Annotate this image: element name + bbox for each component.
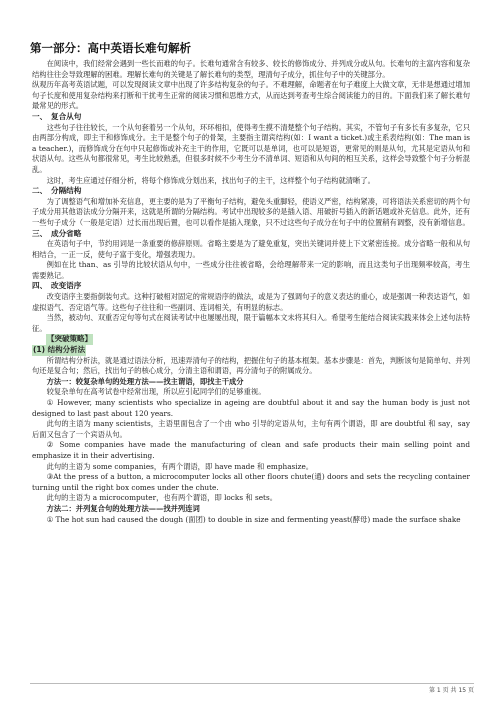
section-4-paragraph-2: 当然，被动句、双重否定句等句式在阅读考试中也屡屡出现，限于篇幅本文未将其归入。希望考生能结合阅读实践来体会上述句法特征。 <box>32 313 470 333</box>
intro-paragraph-2: 纵观历年高考英语试题，可以发现阅读文章中出现了许多结构复杂的句子。不难理解，命题者在句子难度上大做文章，无非是想通过增加句子长度和使用复杂结构来打断和干扰考生正常的阅读习惯和思维方式，从而达到考查考生综合阅读能力的目的。下面我们来了解长难句最常见的形式。 <box>32 80 470 111</box>
section-3-paragraph-1: 在英语句子中，节约用词是一条重要的修辞原则。省略主要是为了避免重复，突出关键词并使上下文紧密连接。成分省略一般和从句相结合，一正一反，使句子富于变化，增强表现力。 <box>32 239 470 259</box>
section-1-paragraph-2: 这时，考生应通过仔细分析，将每个修饰成分划出来，找出句子的主干，这样整个句子结构就清晰了。 <box>46 175 375 185</box>
example-1-note: 此句的主语为 many scientists，主语里面包含了一个由 who 引导的定语从句，主句有两个谓语，即 are doubtful 和 say，say 后面又包含了一个宾语从句。 <box>32 419 470 439</box>
section-heading-2: 二、 分隔结构 <box>32 186 82 196</box>
method-title: (1) 结构分析法 <box>33 345 86 355</box>
section-1-paragraph-1: 这些句子往往较长，一个从句套着另一个从句，环环相扣，使得考生摸不清楚整个句子结构。其实，不管句子有多长有多复杂，它只由两部分构成，即主干和修饰成分。主干是整个句子的骨架，主要指主谓宾结构(如：I want a ticket.)或主系表结构(如：The man is a teacher.)，而修饰成分在句中只起修饰或补充主干的作用，它既可以是单词，也可以是短语，更常见的则是从句，尤其是定语从句和状语从句。这些从句都很常见，考生比较熟悉，但很多时候不少考生分不清单词、短语和从句间的相互关系，这样会导致整个句子分析混乱。 <box>32 122 470 174</box>
section-4-paragraph-1: 改变语序主要指倒装句式。这种打破相对固定的常规语序的做法，或是为了强调句子的意义表达的重心，或是强调一种表达语气，如虚拟语气、否定语气等。这些句子往往和一些副词、连词相关，有明显的标志。 <box>32 292 470 312</box>
section-3-paragraph-2: 例如在比 than、as 引导的比较状语从句中，一些成分往往被省略，会给理解带来一定的影响，而且这类句子出现频率较高，考生需要熟记。 <box>32 260 470 280</box>
page-title: 第一部分：高中英语长难句解析 <box>30 41 191 55</box>
section-heading-3: 三、 成分省略 <box>32 228 82 238</box>
page-number-footer: 第 1 页 共 15 页 <box>429 687 474 694</box>
section-2-paragraph-1: 为了调整语气和增加补充信息，更主要的是为了平衡句子结构，避免头重脚轻，使语义严密，结构紧凑，可将语法关系密切的两个句子成分用其他语法成分分隔开来，这就是所谓的分隔结构。考试中出现较多的是插入语、用破折号插入的新话题或补充信息。此外，还有一些句子成分（一般是定语）过长而出现后置，也可以看作是插入现象，只不过这些句子成分在句子中的位置稍有调整，没有新增信息。 <box>32 196 470 227</box>
section-heading-1: 一、 复合从句 <box>32 111 82 121</box>
strategy-heading: 【突破策略】 <box>47 334 92 344</box>
example-3-note: 此句的主语为 a microcomputer，也有两个谓语，即 locks 和 sets。 <box>46 493 278 503</box>
footer-divider <box>30 683 474 684</box>
example-2-note: 此句的主语为 some companies，有两个谓语，即 have made 和 emphasize。 <box>46 461 314 471</box>
method-paragraph: 所谓结构分析法，就是通过语法分析，迅速弄清句子的结构，把握住句子的基本框架。基本步骤是：首先，判断该句是简单句、并列句还是复合句；然后，找出句子的核心成分，分清主语和谓语，再分清句子的附属成分。 <box>32 355 470 376</box>
method-1-title: 方法一：较复杂单句的处理方法——找主谓语，即找主干成分 <box>46 376 244 386</box>
intro-paragraph-1: 在阅读中，我们经常会遇到一些长而难的句子。长难句通常含有较多、较长的修饰成分、并列成分或从句。长难句的主富内容和复杂结构往往会导致理解的困难。理解长难句的关键是了解长难句的类型，理清句子成分，抓住句子中的关键部分。 <box>32 59 470 79</box>
example-sentence-1: ① However, many scientists who specialize in ageing are doubtful about it and say the human body is just not designed to last past about 120 years. <box>32 398 470 418</box>
example-sentence-4: ① The hot sun had caused the dough (面团) to double in size and fermenting yeast(酵母) made the surface shake <box>46 514 461 524</box>
method-2-title: 方法二：并列复合句的处理方法——找并列连词 <box>46 503 200 513</box>
method-1-intro: 较复杂单句在高考试卷中经常出现，所以应引起同学们的足够重视。 <box>46 387 266 397</box>
section-heading-4: 四、 改变语序 <box>32 281 82 291</box>
example-sentence-3: ③At the press of a button, a microcomputer locks all other floors chute(通) doors and sets the recycling container turning until the right box comes under the chute. <box>32 472 470 492</box>
example-sentence-2: ② Some companies have made the manufacturing of clean and safe products their main selling point and emphasize it in their advertising. <box>32 440 470 460</box>
document-body <box>32 59 470 525</box>
